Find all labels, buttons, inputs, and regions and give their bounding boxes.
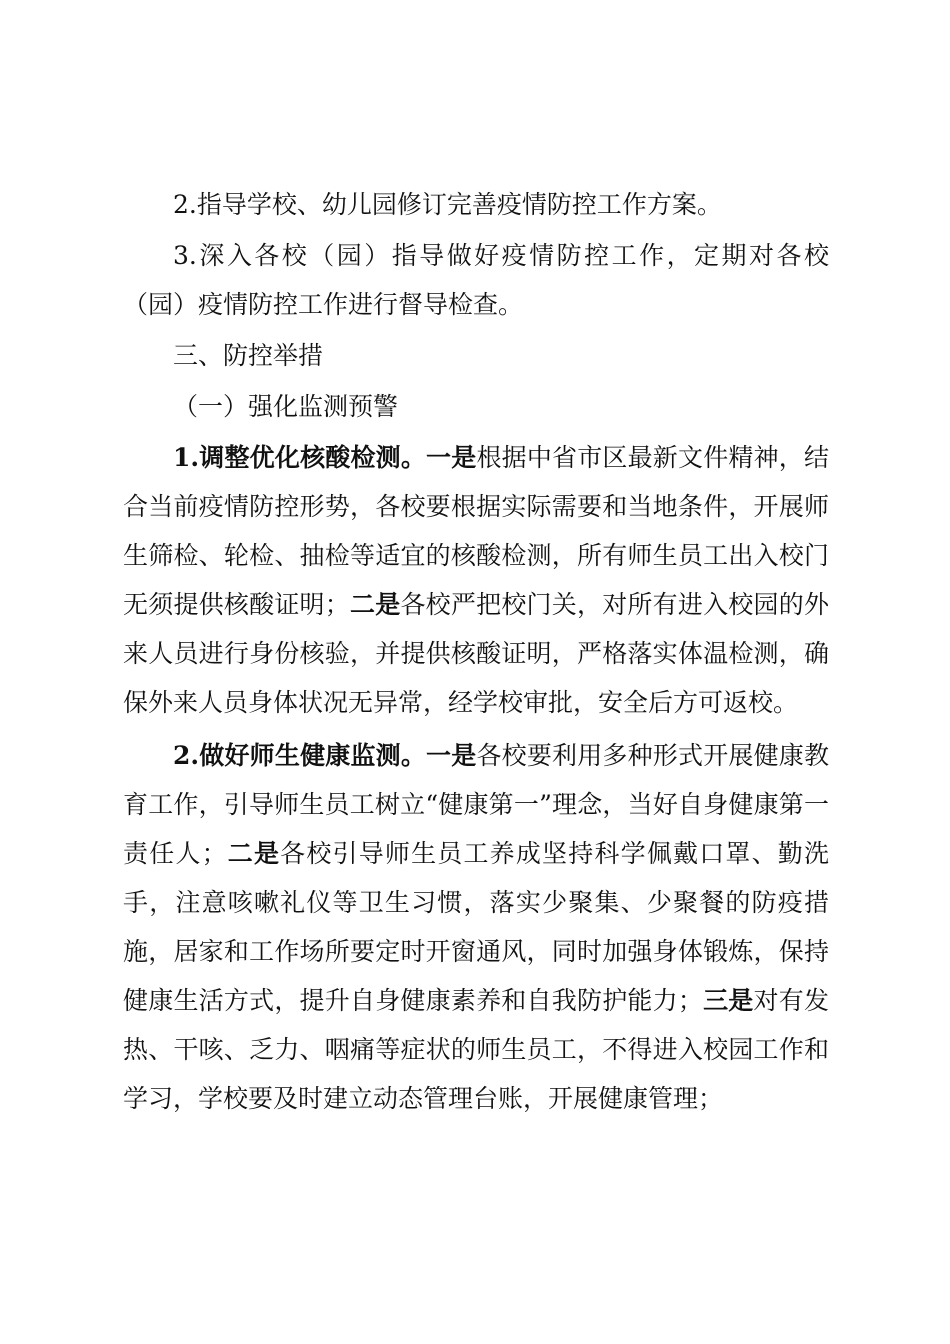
paragraph-text: 对有发热、干咳、乏力、咽痛等症状的师生员工，不得进入校园工作和学习，学校要及时建立动态管理台账，开展健康管理； xyxy=(123,986,829,1113)
paragraph-title: 1.调整优化核酸检测。 xyxy=(173,443,427,472)
paragraph-text: 各校引导师生员工养成坚持科学佩戴口罩、勤洗手，注意咳嗽礼仪等卫生习惯，落实少聚集、少聚餐的防疫措施，居家和工作场所要定时开窗通风，同时加强身体锻炼，保持健康生活方式，提升自身健康素养和自我防护能力； xyxy=(123,839,829,1015)
lead-marker: 三是 xyxy=(702,986,754,1015)
paragraph-health-monitoring xyxy=(123,731,829,1123)
paragraph-item-3: 3.深入各校（园）指导做好疫情防控工作，定期对各校（园）疫情防控工作进行督导检查。 xyxy=(123,241,829,319)
paragraph-item-2: 2.指导学校、幼儿园修订完善疫情防控工作方案。 xyxy=(173,190,722,219)
subsection-heading-one: （一）强化监测预警 xyxy=(173,392,399,421)
document-body xyxy=(123,180,829,1123)
paragraph-text: 各校要利用多种形式开展健康教育工作，引导师生员工树立“健康第一”理念，当好自身健康第一责任人； xyxy=(123,741,829,868)
paragraph-nucleic-acid-testing xyxy=(123,433,829,727)
paragraph-title: 2.做好师生健康监测。 xyxy=(173,741,427,770)
paragraph-text: 各校严把校门关，对所有进入校园的外来人员进行身份核验，并提供核酸证明，严格落实体温检测，确保外来人员身体状况无异常，经学校审批，安全后方可返校。 xyxy=(123,590,829,717)
lead-marker: 一是 xyxy=(426,443,477,472)
paragraph-text: 根据中省市区最新文件精神，结合当前疫情防控形势，各校要根据实际需要和当地条件，开展师生筛检、轮检、抽检等适宜的核酸检测，所有师生员工出入校门无须提供核酸证明； xyxy=(123,443,829,619)
section-heading-three: 三、防控举措 xyxy=(173,341,324,370)
lead-marker: 一是 xyxy=(426,741,477,770)
lead-marker: 二是 xyxy=(349,590,401,619)
lead-marker: 二是 xyxy=(226,839,281,868)
